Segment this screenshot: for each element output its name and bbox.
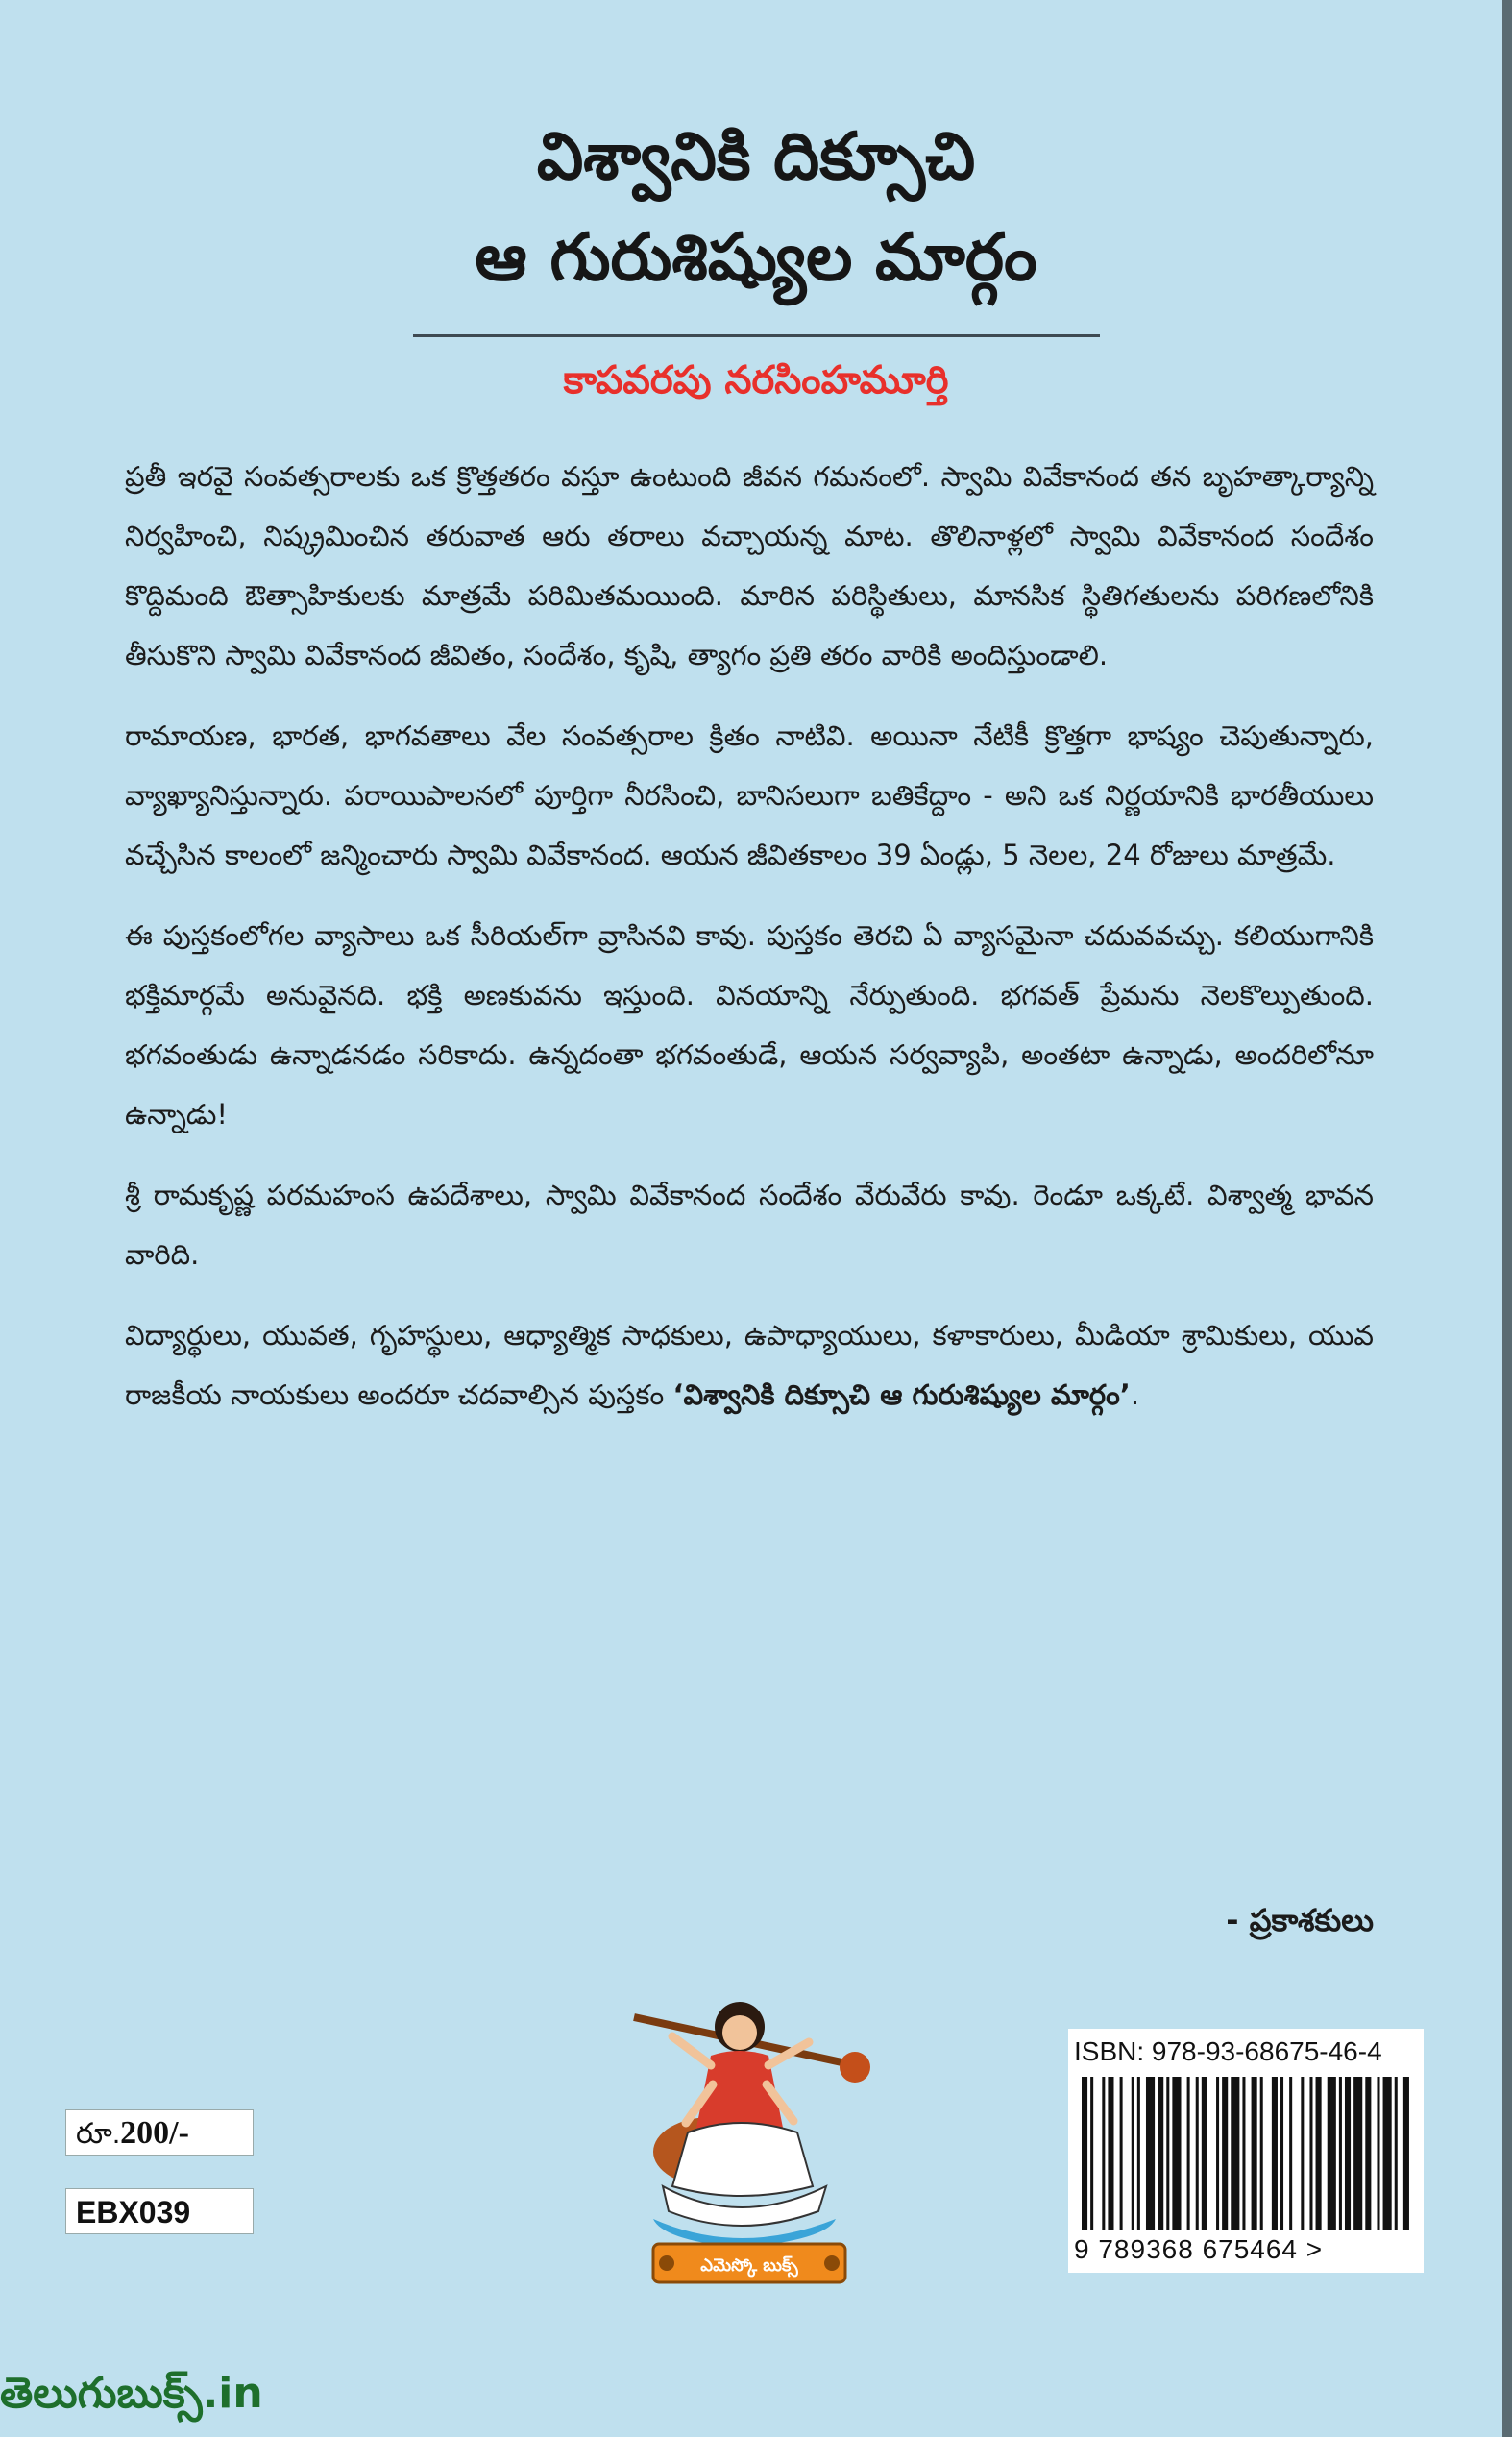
barcode-bar xyxy=(1339,2077,1342,2230)
barcode-bar xyxy=(1090,2077,1093,2230)
publisher-signature: - ప్రకాశకులు xyxy=(1226,1902,1374,1938)
barcode-bar xyxy=(1231,2077,1239,2230)
blurb-paragraph-5 xyxy=(125,1305,1374,1425)
barcode-bar xyxy=(1252,2077,1257,2230)
blurb-paragraph-2: రామాయణ, భారత, భాగవతాలు వేల సంవత్సరాల క్రితం నాటివి. అయినా నేటికీ క్రొత్తగా భాష్యం చెపుతున్నారు, వ్యాఖ్యానిస్తున్నారు. పరాయిపాలనలో పూర్తిగా నీరసించి, బానిసలుగా బతికేద్దాం - అని ఒక నిర్ణయానికి భారతీయులు వచ్చేసిన కాలంలో జన్మించారు స్వామి వివేకానంద. ఆయన జీవితకాలం 39 ఏండ్లు, 5 నెలల, 24 రోజులు మాత్రమే. xyxy=(125,719,1374,871)
barcode-bar xyxy=(1187,2077,1190,2230)
blurb-paragraph-1: ప్రతీ ఇరవై సంవత్సరాలకు ఒక క్రొత్తతరం వస్తూ ఉంటుంది జీవన గమనంలో. స్వామి వివేకానంద తన బృహత్కార్యాన్ని నిర్వహించి, నిష్క్రమించిన తరువాత ఆరు తరాలు వచ్చాయన్న మాట. తొలినాళ్లలో స్వామి వివేకానంద సందేశం కొద్దిమంది ఔత్సాహికులకు మాత్రమే పరిమితమయింది. మారిన పరిస్థితులు, మానసిక స్థితిగతులను పరిగణలోనికి తీసుకొని స్వామి వివేకానంద జీవితం, సందేశం, కృషి, త్యాగం ప్రతి తరం వారికి అందిస్తుండాలి. xyxy=(125,460,1374,671)
price-prefix: రూ. xyxy=(76,2118,121,2150)
saraswati-logo-icon xyxy=(596,1960,903,2286)
barcode-bar xyxy=(1272,2077,1278,2230)
barcode-digits: 9 789368 675464 > xyxy=(1074,2234,1324,2264)
price-amount: 200/- xyxy=(120,2115,189,2151)
book-title-line-1: విశ్వానికి దిక్సూచి xyxy=(536,119,976,195)
barcode-bar xyxy=(1301,2077,1304,2230)
site-watermark: తెలుగుబుక్స్.in xyxy=(0,2369,263,2418)
blurb-paragraph-4: శ్రీ రామకృష్ణ పరమహంస ఉపదేశాలు, స్వామి వివేకానంద సందేశం వేరువేరు కావు. రెండూ ఒక్కటే. విశ్వాత్మ భావన వారిది. xyxy=(125,1179,1374,1271)
book-title-quote: ‘విశ్వానికి దిక్సూచి ఆ గురుశిష్యుల మార్గం’ xyxy=(672,1378,1131,1411)
barcode-bar xyxy=(1196,2077,1199,2230)
title-divider xyxy=(413,334,1100,337)
isbn-label: ISBN: 978-93-68675-46-4 xyxy=(1074,2036,1382,2066)
barcode-bar xyxy=(1395,2077,1398,2230)
author-name: కాపవరపు నరసింహమూర్తి xyxy=(563,358,949,402)
barcode-bar xyxy=(1146,2077,1155,2230)
isbn-panel xyxy=(1068,2029,1424,2273)
barcode-bar xyxy=(1383,2077,1392,2230)
blurb-paragraph-5-end: . xyxy=(1130,1378,1140,1411)
barcode-bar xyxy=(1216,2077,1219,2230)
barcode-bar xyxy=(1172,2077,1181,2230)
barcode-bar xyxy=(1120,2077,1123,2230)
blurb-paragraph-3: ఈ పుస్తకంలోగల వ్యాసాలు ఒక సీరియల్‌గా వ్రాసినవి కావు. పుస్తకం తెరచి ఏ వ్యాసమైనా చదువవచ్చు. కలియుగానికి భక్తిమార్గమే అనువైనది. భక్తి అణకువను ఇస్తుంది. వినయాన్ని నేర్పుతుంది. భగవత్ ప్రేమను నెలకొల్పుతుంది. భగవంతుడు ఉన్నాడనడం సరికాదు. ఉన్నదంతా భగవంతుడే, ఆయన సర్వవ్యాపి, అంతటా ఉన్నాడు, అందరిలోనూ ఉన్నాడు! xyxy=(125,919,1374,1131)
barcode-bar xyxy=(1280,2077,1283,2230)
blurb-text xyxy=(125,447,1374,1446)
barcode-bar xyxy=(1377,2077,1379,2230)
barcode-bar xyxy=(1082,2077,1087,2230)
barcode-bar xyxy=(1102,2077,1105,2230)
barcode-bar xyxy=(1260,2077,1263,2230)
publisher-logo-label: ఎమెస్కో బుక్స్ xyxy=(700,2255,798,2276)
barcode-bar xyxy=(1289,2077,1292,2230)
barcode-bar xyxy=(1108,2077,1113,2230)
barcode-bar xyxy=(1137,2077,1140,2230)
book-title-line-2: ఆ గురుశిష్యుల మార్గం xyxy=(475,220,1037,296)
barcode-bar xyxy=(1345,2077,1351,2230)
barcode-bar xyxy=(1365,2077,1371,2230)
book-code: EBX039 xyxy=(65,2188,254,2234)
barcode-bar xyxy=(1242,2077,1245,2230)
price-badge xyxy=(65,2109,254,2156)
blurb-paragraph-5-text: విద్యార్థులు, యువత, గృహస్థులు, ఆధ్యాత్మిక సాధకులు, ఉపాధ్యాయులు, కళాకారులు, మీడియా శ్రామికులు, యువ రాజకీయ నాయకులు అందరూ చదవాల్సిన పుస్తకం xyxy=(125,1319,1374,1411)
barcode-bar xyxy=(1328,2077,1336,2230)
barcode-bar xyxy=(1158,2077,1163,2230)
barcode-bar xyxy=(1202,2077,1207,2230)
barcode-bar xyxy=(1309,2077,1312,2230)
barcode-bar xyxy=(1132,2077,1134,2230)
barcode-bar xyxy=(1403,2077,1409,2230)
barcode-bar xyxy=(1353,2077,1362,2230)
barcode-bar xyxy=(1316,2077,1322,2230)
barcode-bar xyxy=(1222,2077,1228,2230)
barcode-icon xyxy=(1082,2077,1412,2230)
barcode-bar xyxy=(1166,2077,1169,2230)
